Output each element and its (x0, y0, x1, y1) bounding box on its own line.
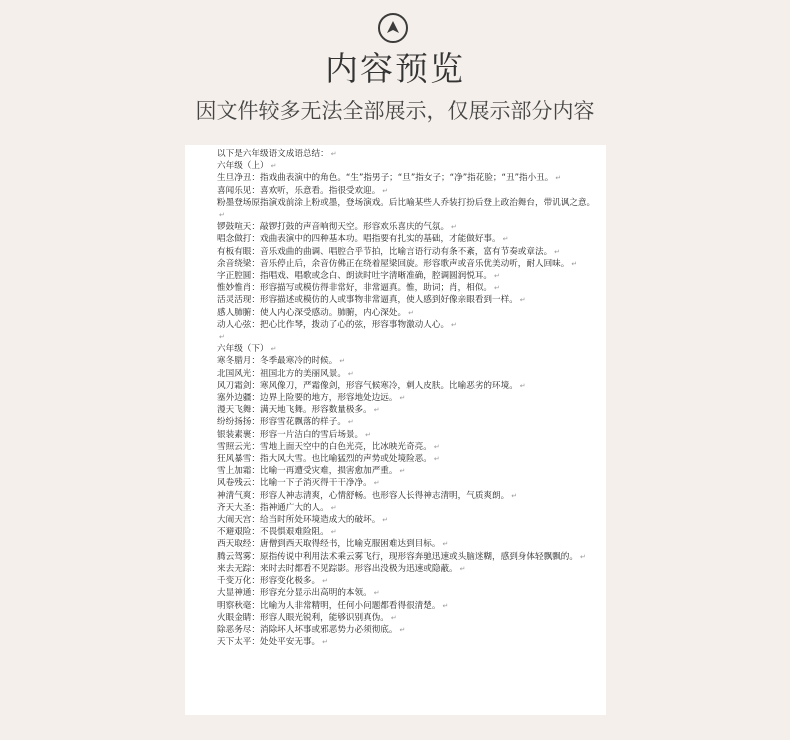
document-line (217, 526, 601, 538)
paragraph-mark-icon: ↵ (339, 357, 346, 366)
paragraph-mark-icon: ↵ (399, 467, 406, 476)
document-line-text: 六年级（上） (217, 161, 269, 172)
document-line-text: 六年级（下） (217, 344, 269, 355)
document-line (217, 600, 601, 612)
document-line-text: 有板有眼：音乐戏曲的曲调、唱腔合乎节拍，比喻言语行动有条不紊，富有节奏或章法。 (217, 246, 553, 257)
document-line (217, 429, 601, 441)
document-line (217, 563, 601, 575)
document-line-text: 西天取经：唐僧到西天取得经书，比喻克服困难达到目标。 (217, 539, 441, 550)
document-line-text: 生旦净丑：指戏曲表演中的角色。“生”指男子；“旦”指女子；“净”指花脸；“丑”指小丑。 (217, 173, 554, 184)
document-line (217, 538, 601, 550)
document-line (217, 185, 601, 197)
paragraph-mark-icon: ↵ (408, 308, 414, 317)
document-line-text: 粉墨登场原指演戏前涂上粉或墨，登场演戏。后比喻某些人乔装打扮后登上政治舞台，带讥讽之意。 (217, 197, 596, 208)
document-line (217, 490, 601, 502)
document-line-text: 银装素裹：形容一片洁白的雪后场景。 (217, 429, 364, 440)
paragraph-mark-icon: ↵ (433, 442, 440, 451)
paragraph-mark-icon: ↵ (347, 369, 354, 378)
paragraph-mark-icon: ↵ (494, 284, 500, 293)
document-line-text: 大闹天宫：给当时所处环境造成大的破坏。 (217, 515, 381, 526)
paragraph-mark-icon: ↵ (442, 540, 449, 549)
document-line-text: 千变万化：形容变化极多。 (217, 576, 321, 587)
document-line (217, 465, 601, 477)
document-line-text: 天下太平：处处平安无事。 (217, 637, 321, 648)
document-line-text: 余音绕梁：音乐停止后，余音仿佛正在绕着屋梁回旋。形容歌声或音乐优美动听，耐人回味。 (217, 258, 570, 269)
paragraph-mark-icon: ↵ (373, 406, 380, 415)
paragraph-mark-icon: ↵ (322, 638, 329, 647)
paragraph-mark-icon: ↵ (511, 491, 518, 500)
document-line-text: 纷纷扬扬：形容雪花飘落的样子。 (217, 417, 346, 428)
document-lines (217, 148, 601, 648)
document-line (217, 575, 601, 587)
document-line (217, 331, 601, 343)
compass-logo-icon (378, 13, 408, 43)
paragraph-mark-icon: ↵ (442, 601, 449, 610)
paragraph-mark-icon: ↵ (390, 613, 397, 622)
paragraph-mark-icon: ↵ (365, 430, 371, 439)
document-line-text: 不避艰险：不畏惧艰难险阻。 (217, 527, 329, 538)
document-line-text: 塞外边疆：边界上险要的地方，形容地处边远。 (217, 393, 398, 404)
page-subtitle: 因文件较多无法全部展示，仅展示部分内容 (195, 99, 595, 123)
document-line (217, 624, 601, 636)
paragraph-mark-icon: ↵ (554, 247, 561, 256)
document-line (217, 453, 601, 465)
paragraph-mark-icon: ↵ (579, 552, 586, 561)
document-line-text: 狂风暴雪：指大风大雪。也比喻猛烈的声势或处境险恶。 (217, 454, 432, 465)
paragraph-mark-icon: ↵ (219, 211, 225, 220)
document-line (217, 392, 601, 404)
document-preview (185, 145, 606, 715)
document-line (217, 416, 601, 428)
paragraph-mark-icon: ↵ (330, 503, 337, 512)
paragraph-mark-icon: ↵ (502, 235, 509, 244)
paragraph-mark-icon: ↵ (555, 174, 562, 183)
document-line (217, 404, 601, 416)
paragraph-mark-icon: ↵ (494, 272, 500, 281)
document-line (217, 246, 601, 258)
document-line (217, 160, 601, 172)
document-line-text: 唱念做打：戏曲表演中的四种基本功。唱指要有扎实的基础，才能做好事。 (217, 234, 501, 245)
document-line (217, 197, 601, 221)
document-line-text: 惟妙惟肖：形容描写或模仿得非常好，非常逼真。惟，助词；肖，相似。 (217, 283, 493, 294)
document-line-text: 风卷残云：比喻一下子消灭得干干净净。 (217, 478, 372, 489)
paragraph-mark-icon: ↵ (571, 259, 578, 268)
document-line (217, 514, 601, 526)
document-line-text: 以下是六年级语文成语总结： (217, 149, 329, 159)
document-line-text: 来去无踪：来时去时都看不见踪影。形容出没极为迅速或隐蔽。 (217, 563, 458, 574)
document-line (217, 587, 601, 599)
page-title: 内容预览 (325, 49, 465, 88)
paragraph-mark-icon: ↵ (459, 564, 466, 573)
document-line (217, 172, 601, 184)
document-line-text: 神清气爽：形容人神志清爽，心情舒畅。也形容人长得神志清明，气质爽朗。 (217, 490, 510, 501)
document-line (217, 148, 601, 160)
document-line-text: 腾云驾雾：原指传说中利用法术乘云雾飞行，现形容奔驰迅速或头脑迷糊，感到身体轻飘飘的。 (217, 551, 578, 562)
paragraph-mark-icon: ↵ (270, 162, 277, 171)
paragraph-mark-icon: ↵ (399, 394, 406, 403)
paragraph-mark-icon: ↵ (451, 320, 457, 329)
document-line (217, 477, 601, 489)
document-line-text: 齐天大圣：指神通广大的人。 (217, 502, 329, 513)
paragraph-mark-icon: ↵ (433, 455, 440, 464)
document-line-text: 大显神通：形容充分显示出高明的本领。 (217, 588, 372, 599)
document-line (217, 612, 601, 624)
paragraph-mark-icon: ↵ (322, 577, 329, 586)
document-line (217, 307, 601, 319)
document-line-text: 北国风光：祖国北方的美丽风景。 (217, 368, 346, 379)
paragraph-mark-icon: ↵ (519, 381, 526, 390)
document-line (217, 270, 601, 282)
paragraph-mark-icon: ↵ (347, 418, 354, 427)
document-line (217, 282, 601, 294)
paragraph-mark-icon: ↵ (382, 186, 389, 195)
paragraph-mark-icon: ↵ (382, 516, 389, 525)
paragraph-mark-icon: ↵ (519, 296, 526, 305)
document-line-text: 锣鼓喧天：敲锣打鼓的声音响彻天空。形容欢乐喜庆的气氛。 (217, 222, 450, 233)
paragraph-mark-icon: ↵ (373, 479, 380, 488)
paragraph-mark-icon: ↵ (330, 528, 337, 537)
paragraph-mark-icon: ↵ (373, 589, 380, 598)
document-line (217, 551, 601, 563)
paragraph-mark-icon: ↵ (399, 625, 406, 634)
document-line (217, 636, 601, 648)
document-line-text: 雪照云光：雪地上面天空中的白色光亮，比冰映光奇亮。 (217, 441, 432, 452)
document-line-text: 漫天飞舞：满天地飞舞。形容数量极多。 (217, 405, 372, 416)
preview-header (0, 0, 790, 140)
document-line-text: 除恶务尽：消除坏人坏事或邪恶势力必须彻底。 (217, 624, 398, 635)
document-line (217, 294, 601, 306)
document-line (217, 502, 601, 514)
paragraph-mark-icon: ↵ (219, 333, 225, 342)
document-line-text: 火眼金睛：形容人眼光锐利，能够识别真伪。 (217, 612, 389, 623)
document-line (217, 319, 601, 331)
document-line-text: 动人心弦：把心比作琴，拨动了心的弦，形容事物激动人心。 (217, 319, 450, 330)
document-line-text: 寒冬腊月：冬季最寒冷的时候。 (217, 356, 338, 367)
document-line-text: 风刀霜剑：寒风像刀，严霜像剑，形容气候寒冷，刺人皮肤。比喻恶劣的环境。 (217, 380, 518, 391)
document-line (217, 221, 601, 233)
paragraph-mark-icon: ↵ (330, 150, 337, 158)
document-line (217, 441, 601, 453)
document-line-text: 雪上加霜：比喻一再遭受灾难，损害愈加严重。 (217, 466, 398, 477)
document-line (217, 355, 601, 367)
document-line (217, 258, 601, 270)
document-line (217, 368, 601, 380)
document-line (217, 233, 601, 245)
document-line-text: 感人肺腑：使人内心深受感动。肺腑，内心深处。 (217, 307, 407, 318)
document-line-text: 明察秋毫：比喻为人非常精明，任何小问题都看得很清楚。 (217, 600, 441, 611)
document-line (217, 380, 601, 392)
document-line (217, 343, 601, 355)
document-line-text: 字正腔圆：指唱戏、唱歌或念白、朗读时吐字清晰准确，腔调圆润悦耳。 (217, 271, 493, 282)
document-line-text: 喜闻乐见：喜欢听，乐意看。指很受欢迎。 (217, 185, 381, 196)
paragraph-mark-icon: ↵ (451, 223, 457, 232)
paragraph-mark-icon: ↵ (270, 345, 277, 354)
document-line-text: 活灵活现：形容描述或模仿的人或事物非常逼真，使人感到好像亲眼看到一样。 (217, 295, 518, 306)
